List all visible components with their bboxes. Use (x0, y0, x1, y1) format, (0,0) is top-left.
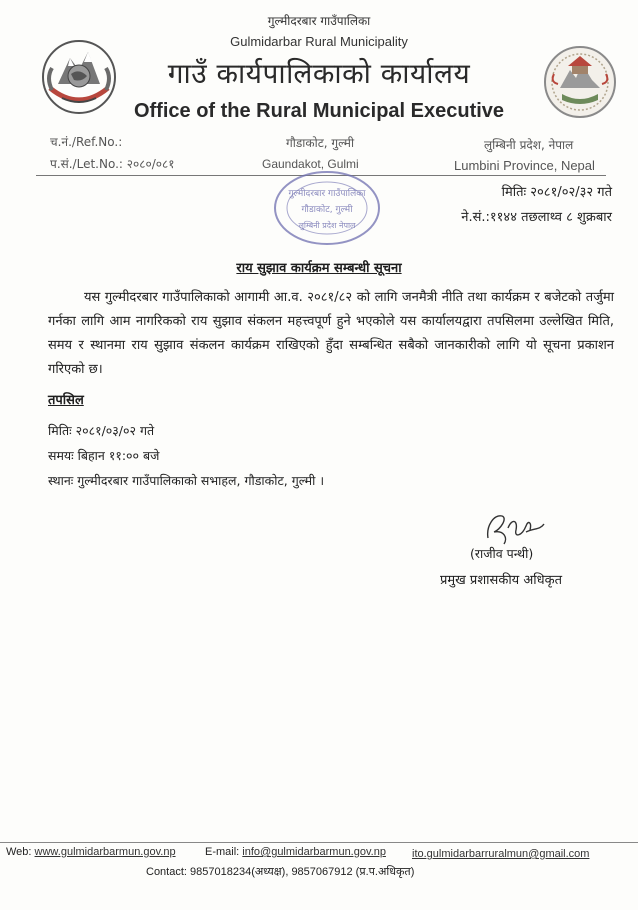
signature (478, 508, 550, 548)
nepal-sambat-date: ने.सं.:११४४ तछलाथ्व ८ शुक्रबार (461, 210, 612, 225)
footer-contact: Contact: 9857018234(अध्यक्ष), 9857067912 (प्र.प.अधिकृत) (146, 866, 415, 878)
office-title-en: Office of the Rural Municipal Executive (133, 100, 505, 122)
office-title-np: गाउँ कार्यपालिकाको कार्यालय (167, 57, 471, 90)
schedule-date: मितिः २०८१/०३/०२ गते (48, 423, 155, 438)
issue-date: मितिः २०८१/०२/३२ गते (501, 185, 612, 200)
notice-subject: राय सुझाव कार्यक्रम सम्बन्धी सूचना (236, 261, 402, 276)
municipality-name-np: गुल्मीदरबार गाउँपालिका (267, 14, 371, 28)
official-stamp (268, 166, 386, 250)
address-en: Gaundakot, Gulmi (262, 157, 359, 171)
nepal-emblem-icon (40, 38, 118, 116)
footer-web (6, 846, 176, 858)
email-link-2[interactable]: ito.gulmidarbarruralmun@gmail.com (412, 848, 590, 860)
footer-divider (0, 842, 638, 843)
schedule-time: समयः बिहान ११:०० बजे (48, 448, 160, 463)
email-label: E-mail: (205, 846, 240, 858)
municipality-logo-icon (542, 44, 618, 120)
web-label: Web: (6, 846, 32, 858)
address-np: गौडाकोट, गुल्मी (286, 136, 355, 150)
province-en: Lumbini Province, Nepal (454, 158, 595, 173)
stamp-text-inner: गौडाकोट, गुल्मी (301, 205, 353, 215)
letter-number: प.सं./Let.No.: २०८०/०८१ (50, 157, 175, 171)
province-np: लुम्बिनी प्रदेश, नेपाल (484, 138, 574, 152)
schedule-heading: तपसिल (48, 393, 84, 408)
ref-number: च.नं./Ref.No.: (50, 135, 123, 149)
signer-title: प्रमुख प्रशासकीय अधिकृत (440, 573, 563, 588)
stamp-text-bottom: लुम्बिनी प्रदेश नेपाल (298, 221, 356, 230)
schedule-place: स्थानः गुल्मीदरबार गाउँपालिकाको सभाहल, गौडाकोट, गुल्मी । (48, 473, 325, 488)
email-link[interactable]: info@gulmidarbarmun.gov.np (242, 846, 386, 858)
footer-email-2 (412, 848, 589, 860)
footer-email (205, 846, 386, 858)
stamp-text-outer: गुल्मीदरबार गाउँपालिका (288, 189, 366, 199)
municipality-name-en: Gulmidarbar Rural Municipality (230, 34, 408, 49)
website-link[interactable]: www.gulmidarbarmun.gov.np (34, 846, 176, 858)
signer-name: (राजीव पन्थी) (470, 546, 534, 561)
notice-body: यस गुल्मीदरबार गाउँपालिकाको आगामी आ.व. २०८१/८२ को लागि जनमैत्री नीति तथा कार्यक्रम र बजेटको तर्जुमा गर्नका लागि आम नागरिकको राय सुझाव संकलन महत्त्वपूर्ण हुने भएकोले यस कार्यालयद्वारा तपसिलमा उल्लेखित मिति, समय र स्थानमा राय सुझाव संकलन कार्यक्रम राखिएको हुँदा सम्बन्धित सबैको जानकारीको लागि यो सूचना प्रकाशन गरिएको छ। (48, 290, 614, 377)
